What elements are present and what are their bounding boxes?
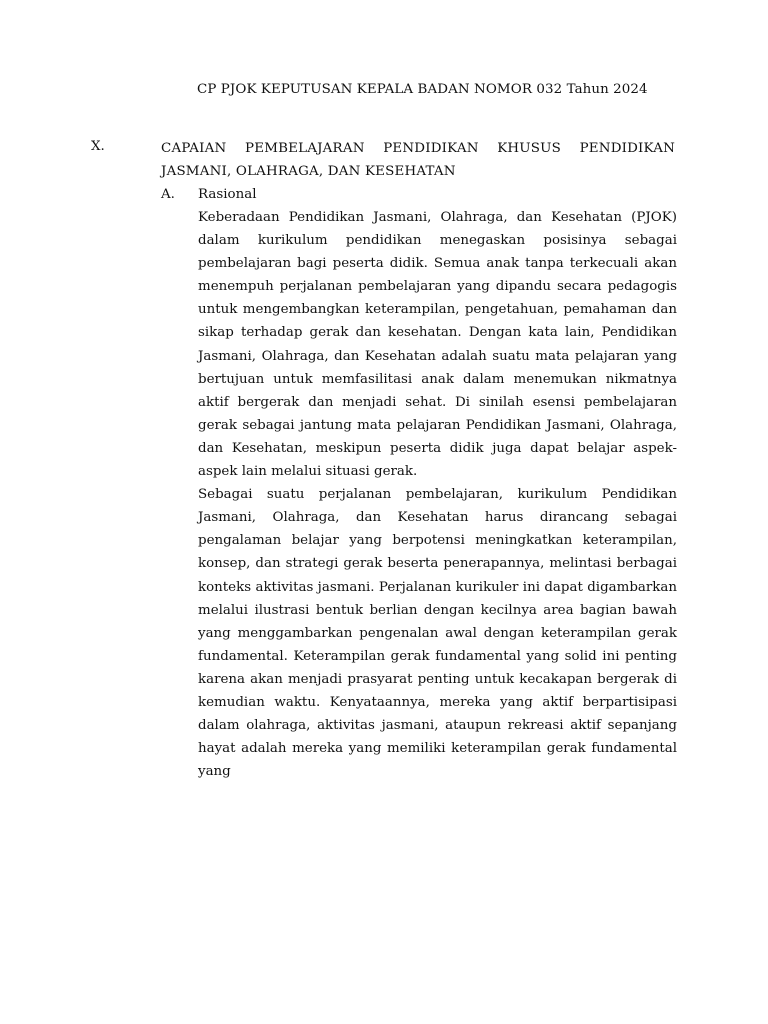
subsection-title: Rasional xyxy=(198,187,257,202)
paragraph: Sebagai suatu perjalanan pembelajaran, kurikulum Pendidikan Jasmani, Olahraga, dan Kesehatan harus dirancang sebagai pengalaman belajar yang berpotensi meningkatkan keterampilan, konsep, dan strategi gerak beserta penerapannya, melintasi berbagai konteks aktivitas jasmani. Perjalanan kurikuler ini dapat digambarkan melalui ilustrasi bentuk berlian dengan kecilnya area bagian bawah yang menggambarkan pengenalan awal dengan keterampilan gerak fundamental. Keterampilan gerak fundamental yang solid ini penting karena akan menjadi prasyarat penting untuk kecakapan bergerak di kemudian waktu. Kenyataannya, mereka yang aktif berpartisipasi dalam olahraga, aktivitas jasmani, ataupun rekreasi aktif sepanjang hayat adalah mereka yang memiliki keterampilan gerak fundamental yang xyxy=(198,487,677,780)
subsection-body xyxy=(198,206,677,783)
section-heading: CAPAIAN PEMBELAJARAN PENDIDIKAN KHUSUS PENDIDIKAN JASMANI, OLAHRAGA, DAN KESEHATAN xyxy=(161,141,675,179)
document-title: CP PJOK KEPUTUSAN KEPALA BADAN NOMOR 032 Tahun 2024 xyxy=(197,82,648,97)
subsection-letter: A. xyxy=(161,187,175,202)
paragraph: Keberadaan Pendidikan Jasmani, Olahraga, dan Kesehatan (PJOK) dalam kurikulum pendidikan menegaskan posisinya sebagai pembelajaran bagi peserta didik. Semua anak tanpa terkecuali akan menempuh perjalanan pembelajaran yang dipandu secara pedagogis untuk mengembangkan keterampilan, pengetahuan, pemahaman dan sikap terhadap gerak dan kesehatan. Dengan kata lain, Pendidikan Jasmani, Olahraga, dan Kesehatan adalah suatu mata pelajaran yang bertujuan untuk memfasilitasi anak dalam menemukan nikmatnya aktif bergerak dan menjadi sehat. Di sinilah esensi pembelajaran gerak sebagai jantung mata pelajaran Pendidikan Jasmani, Olahraga, dan Kesehatan, meskipun peserta didik juga dapat belajar aspek-aspek lain melalui situasi gerak. xyxy=(198,210,677,480)
section-number: X. xyxy=(91,139,105,154)
